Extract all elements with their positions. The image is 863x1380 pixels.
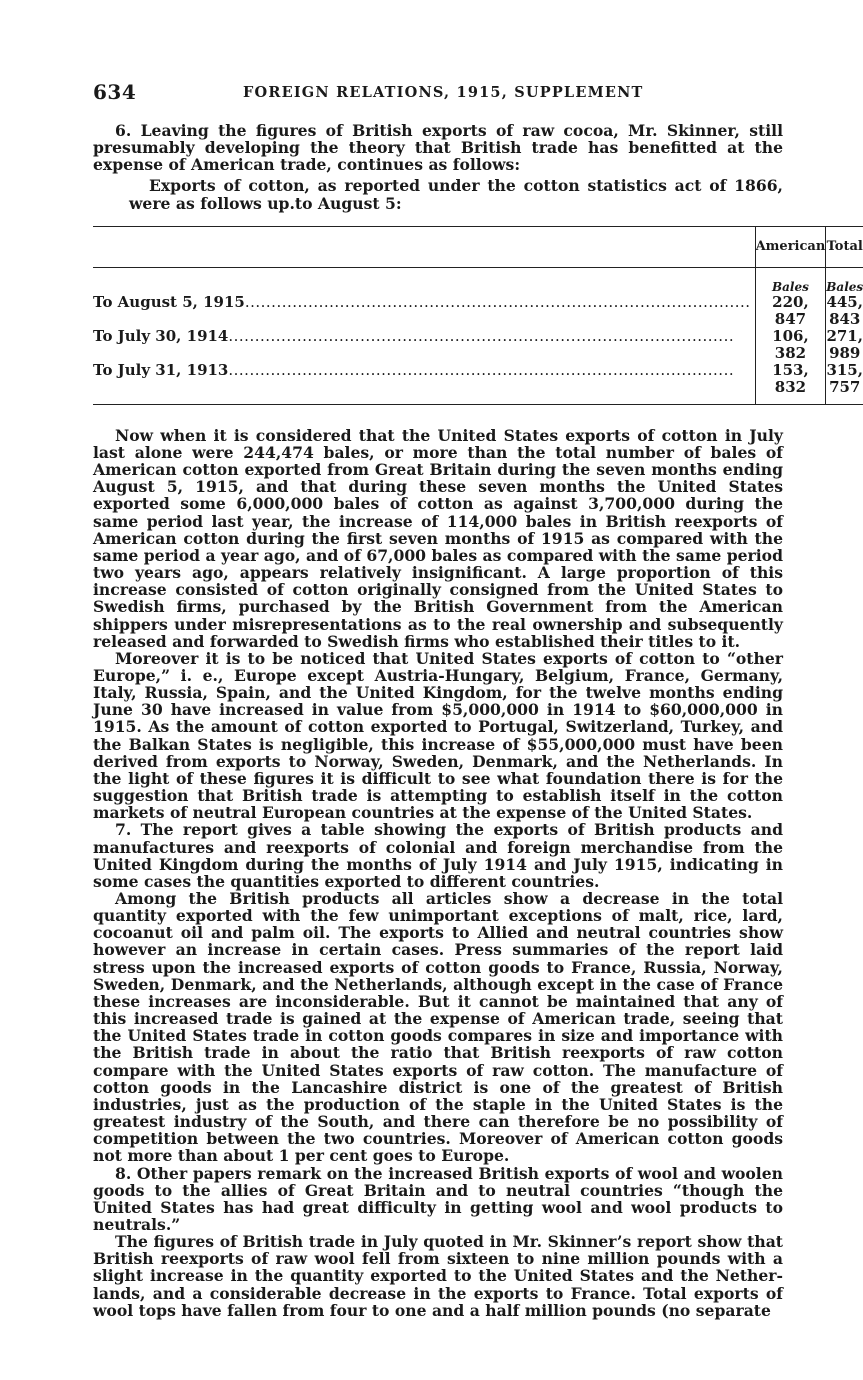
table-row [93,328,863,362]
row-label: To July 31, 1913 [93,360,229,379]
paragraph-cotton-exports: Now when it is considered that the United States exports of cotton in July last alone were 244,474 bales, or more than the total number of bales of American cotton exported from Great Britain during the seven months ending August 5, 1915, and that during these seven months the United States exported some 6,000,000 bales of cotton as against 3,700,000 during the same period last year, the increase of 114,000 bales in British reexports of American cotton during the first seven months of 1915 as compared with the same period a year ago, and of 67,000 bales as compared with the same period two years ago, appears relatively insignificant. A large proportion of this increase consisted of cotton originally consigned from the United States to Swedish firms, purchased by the British Government from the American shippers under misrepresentations as to the real ownership and subsequently released and forwarded to Swedish firms who established their titles to it. [93,425,783,651]
cell-american: 220, 847 [755,294,826,328]
paragraph-british-products: Among the British products all articles show a decrease in the total quantity exported with the few unimportant exceptions of malt, rice, lard, cocoanut oil and palm oil. The exports to Allied and neutral countries show however an increase in certain cases. Press summaries of the report laid stress upon the increased exports of cotton goods to France, Russia, Norway, Sweden, Denmark, and the Netherlands, although except in the case of France these increases are inconsiderable. But it cannot be maintained that any of this increased trade is gained at the expense of American trade, seeing that the United States trade in cotton goods compares in size and importance with the British trade in about the ratio that British reexports of raw cotton compare with the United States exports of raw cotton. The manufacture of cotton goods in the Lancashire district is one of the greatest of British industries, just as the production of the staple in the United States is the greatest industry of the South, and there can therefore be no possibility of competition between the two countries. Moreover of American cotton goods not more than about 1 per cent goes to Europe. [93,889,783,1166]
page-number: 634 [93,80,137,104]
cell-american: 106, 382 [755,328,826,362]
table-stub-header [93,226,755,267]
cell-total: 271, 989 [826,326,863,362]
table-header-row [93,226,863,267]
document-page [93,76,863,1320]
paragraph-other-europe: Moreover it is to be noticed that United States exports of cotton to “other Europe,” i. e., Europe except Austria-Hungary, Belgium, France, Germany, Italy, Russia, Spain, and the United Kingdom, for the twelve months ending June 30 have increased in value from $5,000,000 in 1914 to $60,000,000 in 1915. As the amount of cotton exported to Portugal, Switzerland, Turkey, and the Balkan States is negligible, this increase of $55,000,000 must have been derived from exports to Norway, Sweden, Denmark, and the Netherlands. In the light of these figures it is difficult to see what foundation there is for the suggestion that British trade is attempting to establish itself in the cotton markets of neutral European countries at the expense of the United States. [93,648,783,823]
running-head: FOREIGN RELATIONS, 1915, SUPPLEMENT [243,84,644,101]
unit-row [93,267,863,294]
page-header [93,76,783,108]
dot-leader: ................................................................................................ [228,360,735,379]
unit-american: Bales [755,267,826,294]
row-label: To July 30, 1914 [93,326,229,345]
paragraph-wool-figures: The figures of British trade in July quoted in Mr. Skinner’s report show that British reexports of raw wool fell from sixteen to nine million pounds with a slight increase in the quantity exported to the United States and the Netherlands, and a considerable decrease in the exports to France. Total exports of wool tops have fallen from four to one and a half million pounds (no separate [93,1232,783,1320]
cell-total: 315, 757 [826,362,863,405]
paragraph-7: 7. The report gives a table showing the exports of British products and manufactures and reexports of colonial and foreign merchandise from the United Kingdom during the months of July 1914 and July 1915, indicating in some cases the quantities exported to different countries. [93,820,783,891]
cell-american: 153, 832 [755,362,826,405]
paragraph-8: 8. Other papers remark on the increased British exports of wool and woolen goods to the allies of Great Britain and to neutral countries “though the United States has had great difficulty in getting wool and wool products to neutrals.” [93,1163,783,1234]
row-label: To August 5, 1915 [93,292,245,311]
cell-total: 445, 843 [826,292,863,328]
table-row [93,362,863,405]
unit-total: Bales [826,279,863,294]
cotton-exports-table [93,226,863,405]
dot-leader: ................................................................................................ [244,292,751,311]
block-quote: Exports of cotton, as reported under the cotton statistics act of 1866, were as follows up.to August 5: [129,176,783,213]
paragraph-6: 6. Leaving the figures of British exports of raw cocoa, Mr. Skinner, still presumably developing the theory that British trade has benefitted at the expense of American trade, continues as follows: [93,121,783,175]
column-header-american: American [755,226,826,267]
dot-leader: ................................................................................................ [228,326,735,345]
column-header-total: Total [826,226,863,267]
table-row [93,294,863,328]
